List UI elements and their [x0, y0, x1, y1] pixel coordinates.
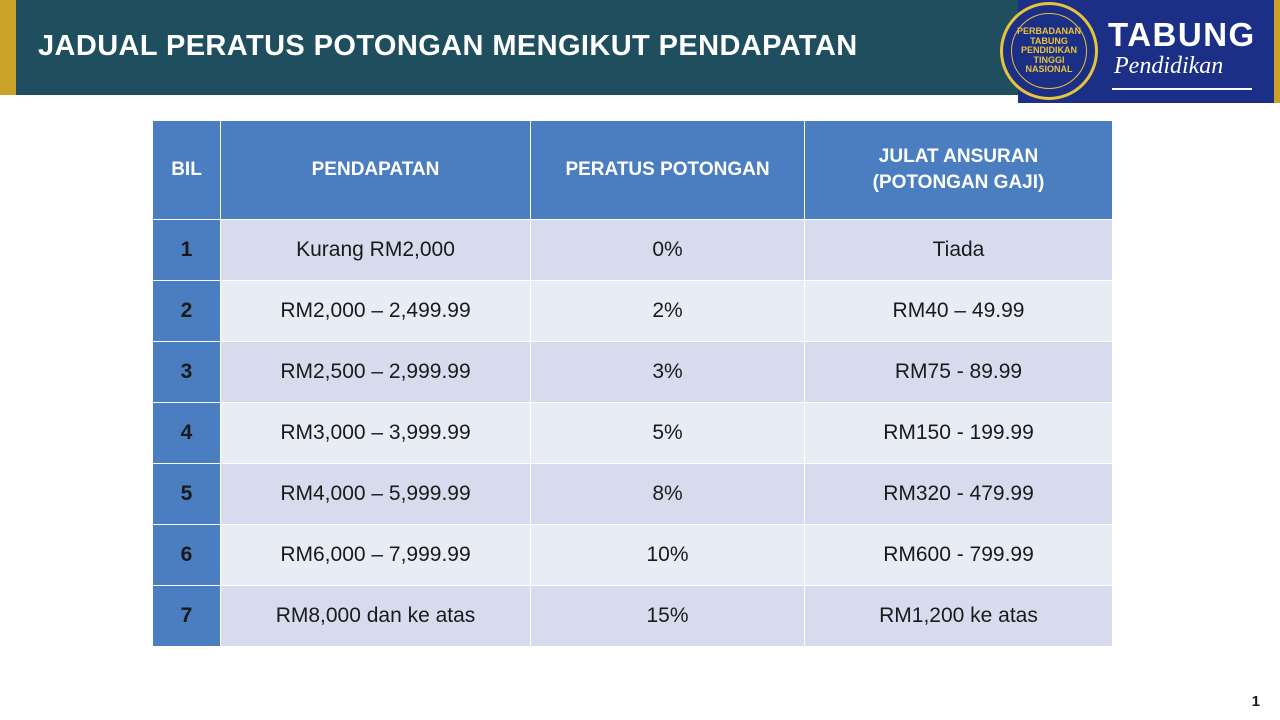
table-row [153, 464, 1113, 525]
logo-tabung-text: TABUNG [1108, 16, 1256, 53]
logo-underline [1112, 88, 1252, 90]
cell-julat: Tiada [805, 220, 1113, 281]
cell-julat: RM320 - 479.99 [805, 464, 1113, 525]
cell-pendapatan: Kurang RM2,000 [221, 220, 531, 281]
column-header-julat-line1: JULAT ANSURAN [878, 146, 1039, 168]
cell-peratus: 3% [531, 342, 805, 403]
cell-bil: 6 [153, 525, 221, 586]
cell-peratus: 15% [531, 586, 805, 647]
logo-pendidikan-text: Pendidikan [1114, 53, 1224, 79]
column-header-julat-line2: (POTONGAN GAJI) [872, 172, 1045, 193]
table-row [153, 342, 1113, 403]
cell-peratus: 8% [531, 464, 805, 525]
cell-julat: RM150 - 199.99 [805, 403, 1113, 464]
cell-pendapatan: RM2,500 – 2,999.99 [221, 342, 531, 403]
cell-pendapatan: RM6,000 – 7,999.99 [221, 525, 531, 586]
table-row [153, 220, 1113, 281]
cell-pendapatan: RM2,000 – 2,499.99 [221, 281, 531, 342]
cell-bil: 2 [153, 281, 221, 342]
cell-bil: 7 [153, 586, 221, 647]
cell-peratus: 0% [531, 220, 805, 281]
table-header-row [153, 121, 1113, 220]
column-header-pendapatan: PENDAPATAN [221, 121, 531, 220]
cell-pendapatan: RM4,000 – 5,999.99 [221, 464, 531, 525]
table-row [153, 525, 1113, 586]
seal-inner-text: PERBADANAN TABUNG PENDIDIKAN TINGGI NASIONAL [1011, 13, 1087, 89]
cell-pendapatan: RM3,000 – 3,999.99 [221, 403, 531, 464]
table-row [153, 403, 1113, 464]
cell-peratus: 10% [531, 525, 805, 586]
cell-peratus: 5% [531, 403, 805, 464]
cell-julat: RM40 – 49.99 [805, 281, 1113, 342]
schedule-table-container [152, 120, 1112, 647]
table-row [153, 586, 1113, 647]
header-gold-accent [0, 0, 16, 95]
logo-gold-edge [1274, 0, 1280, 103]
column-header-bil: BIL [153, 121, 221, 220]
ptptn-seal-icon [1000, 2, 1098, 100]
column-header-peratus-potongan: PERATUS POTONGAN [531, 121, 805, 220]
page-title: JADUAL PERATUS POTONGAN MENGIKUT PENDAPATAN [38, 30, 858, 62]
cell-julat: RM75 - 89.99 [805, 342, 1113, 403]
cell-peratus: 2% [531, 281, 805, 342]
deduction-schedule-table [152, 120, 1113, 647]
cell-julat: RM1,200 ke atas [805, 586, 1113, 647]
cell-bil: 3 [153, 342, 221, 403]
cell-bil: 4 [153, 403, 221, 464]
ptptn-logo [1000, 0, 1280, 103]
table-row [153, 281, 1113, 342]
cell-bil: 1 [153, 220, 221, 281]
column-header-julat-ansuran [805, 121, 1113, 220]
cell-julat: RM600 - 799.99 [805, 525, 1113, 586]
logo-wordmark [1108, 18, 1256, 79]
cell-bil: 5 [153, 464, 221, 525]
page-number: 1 [1251, 693, 1260, 710]
cell-pendapatan: RM8,000 dan ke atas [221, 586, 531, 647]
